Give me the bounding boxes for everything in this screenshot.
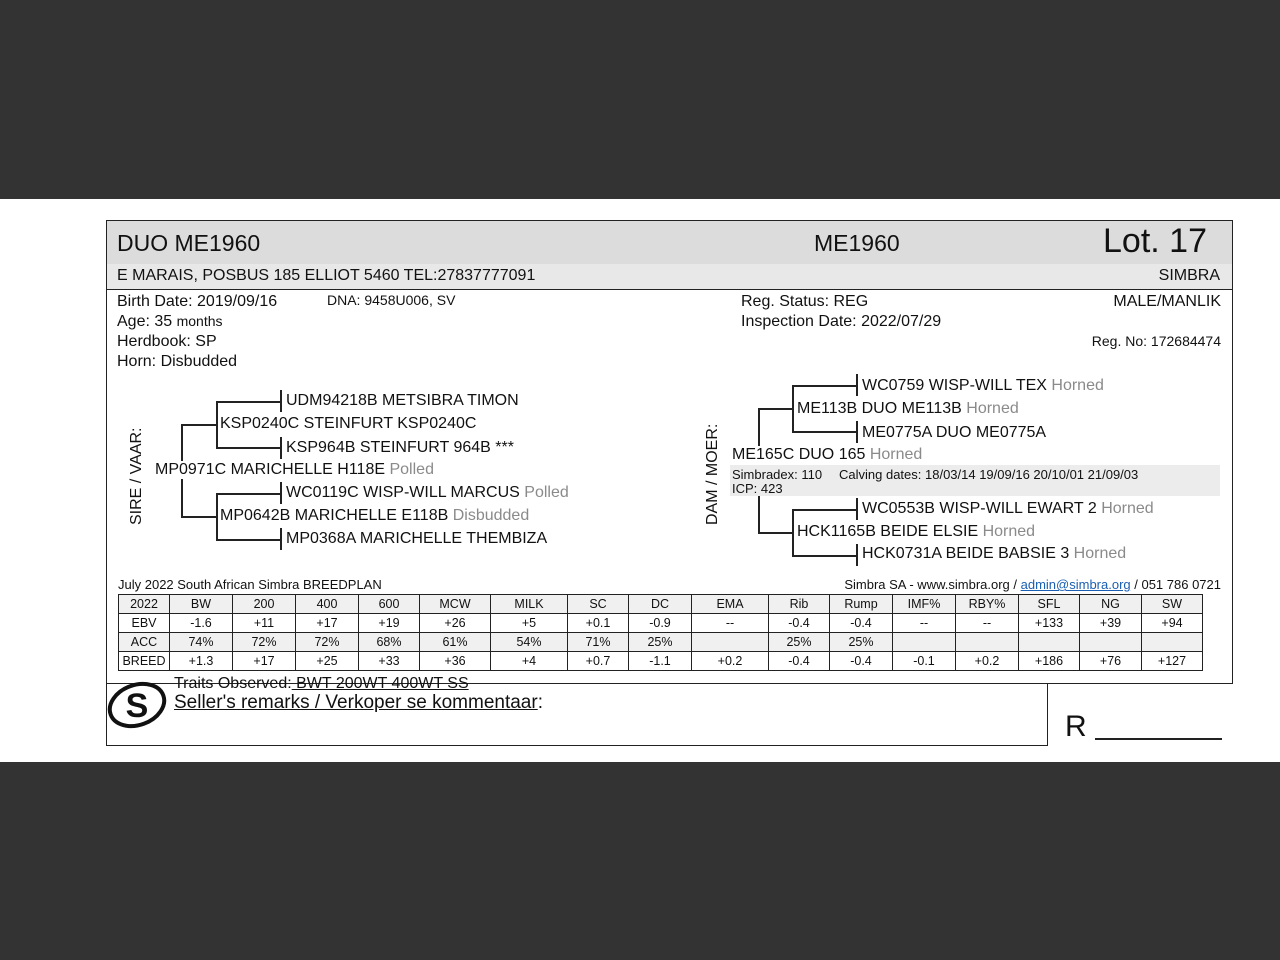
table-cell: +39 <box>1080 614 1142 633</box>
table-cell: MCW <box>420 595 491 614</box>
dam-gd-sire: WC0553B WISP-WILL EWART 2 Horned <box>862 500 1154 517</box>
table-cell <box>1019 633 1080 652</box>
table-cell: -0.4 <box>769 614 830 633</box>
breedplan-caption: July 2022 South African Simbra BREEDPLAN <box>118 577 382 592</box>
table-cell: +0.1 <box>568 614 629 633</box>
dam-gg-dam: ME0775A DUO ME0775A <box>862 424 1047 441</box>
table-cell: 74% <box>170 633 233 652</box>
birth-date: Birth Date: 2019/09/16 <box>117 293 278 310</box>
table-cell: EMA <box>692 595 769 614</box>
table-cell: SC <box>568 595 629 614</box>
breedplan-table <box>118 594 1203 671</box>
table-cell: +33 <box>359 652 420 671</box>
sire-gd-dam: MP0368A MARICHELLE THEMBIZA <box>286 530 548 547</box>
age: Age: 35 months <box>117 313 223 330</box>
table-cell: +19 <box>359 614 420 633</box>
dam-gd-dam: HCK0731A BEIDE BABSIE 3 Horned <box>862 545 1127 562</box>
table-cell: +17 <box>233 652 296 671</box>
table-cell: +25 <box>296 652 359 671</box>
reg-status: Reg. Status: REG <box>741 293 869 310</box>
table-cell: BREED <box>119 652 170 671</box>
table-row <box>119 652 1203 671</box>
table-cell: BW <box>170 595 233 614</box>
price-entry-line[interactable] <box>1095 738 1222 740</box>
table-cell: -0.1 <box>893 652 956 671</box>
table-cell: IMF% <box>893 595 956 614</box>
table-cell: 72% <box>233 633 296 652</box>
sire-gg-sire: UDM94218B METSIBRA TIMON <box>286 392 519 409</box>
card-header <box>107 221 1232 265</box>
reg-number: Reg. No: 172684474 <box>1091 333 1221 349</box>
table-cell: +26 <box>420 614 491 633</box>
table-cell: Rib <box>769 595 830 614</box>
sex: MALE/MANLIK <box>1113 293 1221 310</box>
table-cell: 68% <box>359 633 420 652</box>
simbradex: Simbradex: 110 <box>732 467 823 482</box>
table-cell: -- <box>893 614 956 633</box>
simbra-logo-icon <box>106 679 168 731</box>
calving-info-box <box>730 465 1220 496</box>
traits-observed: Traits Observed: BWT 200WT 400WT SS <box>174 675 469 692</box>
table-cell: +94 <box>1142 614 1203 633</box>
table-cell: EBV <box>119 614 170 633</box>
table-cell <box>893 633 956 652</box>
table-cell: +17 <box>296 614 359 633</box>
contact-email-link[interactable]: admin@simbra.org <box>1020 577 1131 592</box>
dam-gg-sire: WC0759 WISP-WILL TEX Horned <box>862 377 1104 394</box>
table-cell: RBY% <box>956 595 1019 614</box>
table-cell: +186 <box>1019 652 1080 671</box>
table-cell: SFL <box>1019 595 1080 614</box>
table-cell: SW <box>1142 595 1203 614</box>
dam-name: ME165C DUO 165 Horned <box>732 446 923 463</box>
table-cell: +0.7 <box>568 652 629 671</box>
table-cell: +0.2 <box>692 652 769 671</box>
table-cell: -0.4 <box>830 614 893 633</box>
table-cell: -- <box>692 614 769 633</box>
table-cell: -- <box>956 614 1019 633</box>
lot-number: Lot. 17 <box>1103 222 1207 260</box>
table-cell <box>1142 633 1203 652</box>
seller-remarks-label: Seller's remarks / Verkoper se kommentaar: <box>174 692 543 713</box>
table-cell: 25% <box>769 633 830 652</box>
table-cell: 400 <box>296 595 359 614</box>
herdbook: Herdbook: SP <box>117 333 217 350</box>
animal-id: ME1960 <box>814 230 900 256</box>
breed-name: SIMBRA <box>1158 267 1220 284</box>
dam-granddam: HCK1165B BEIDE ELSIE Horned <box>797 523 1036 540</box>
table-cell: +11 <box>233 614 296 633</box>
table-cell: 2022 <box>119 595 170 614</box>
table-cell: +5 <box>491 614 568 633</box>
owner-bar <box>107 264 1232 290</box>
table-cell: -0.9 <box>629 614 692 633</box>
table-cell <box>1080 633 1142 652</box>
icp: ICP: 423 <box>732 481 783 496</box>
svg-text:S: S <box>125 687 149 725</box>
table-cell: 25% <box>830 633 893 652</box>
inspection-date: Inspection Date: 2022/07/29 <box>741 313 942 330</box>
table-cell: 54% <box>491 633 568 652</box>
dam-label: DAM / MOER: <box>704 423 721 525</box>
dna-info: DNA: 9458U006, SV <box>327 292 456 308</box>
sire-gd-sire: WC0119C WISP-WILL MARCUS Polled <box>286 484 569 501</box>
sire-name: MP0971C MARICHELLE H118E Polled <box>155 461 434 478</box>
sire-granddam: MP0642B MARICHELLE E118B Disbudded <box>220 507 530 524</box>
table-row <box>119 633 1203 652</box>
table-cell: +1.3 <box>170 652 233 671</box>
table-cell: +133 <box>1019 614 1080 633</box>
owner-address: E MARAIS, POSBUS 185 ELLIOT 5460 TEL:27837777091 <box>117 267 536 284</box>
dam-grandsire: ME113B DUO ME113B Horned <box>797 400 1019 417</box>
table-cell: 600 <box>359 595 420 614</box>
table-cell: -0.4 <box>769 652 830 671</box>
table-cell: -1.1 <box>629 652 692 671</box>
table-row <box>119 614 1203 633</box>
table-cell: 200 <box>233 595 296 614</box>
table-cell: 61% <box>420 633 491 652</box>
sire-gg-dam: KSP964B STEINFURT 964B *** <box>286 439 514 456</box>
breedplan-contact: Simbra SA - www.simbra.org / admin@simbra.org / 051 786 0721 <box>844 577 1221 592</box>
table-cell: 71% <box>568 633 629 652</box>
table-cell: +36 <box>420 652 491 671</box>
horn-status: Horn: Disbudded <box>117 353 238 370</box>
table-cell: ACC <box>119 633 170 652</box>
table-cell: 72% <box>296 633 359 652</box>
table-cell: NG <box>1080 595 1142 614</box>
table-cell: +4 <box>491 652 568 671</box>
table-cell: Rump <box>830 595 893 614</box>
price-label: R <box>1065 710 1087 743</box>
table-row <box>119 595 1203 614</box>
table-cell: +127 <box>1142 652 1203 671</box>
table-cell: DC <box>629 595 692 614</box>
sire-label: SIRE / VAAR: <box>128 427 145 525</box>
table-cell: -1.6 <box>170 614 233 633</box>
table-cell <box>956 633 1019 652</box>
table-cell: +0.2 <box>956 652 1019 671</box>
sire-grandsire: KSP0240C STEINFURT KSP0240C <box>220 415 477 432</box>
table-cell: +76 <box>1080 652 1142 671</box>
table-cell: -0.4 <box>830 652 893 671</box>
animal-name: DUO ME1960 <box>117 230 261 256</box>
table-cell <box>692 633 769 652</box>
table-cell: MILK <box>491 595 568 614</box>
table-cell: 25% <box>629 633 692 652</box>
calving-dates: Calving dates: 18/03/14 19/09/16 20/10/01 21/09/03 <box>839 467 1139 482</box>
